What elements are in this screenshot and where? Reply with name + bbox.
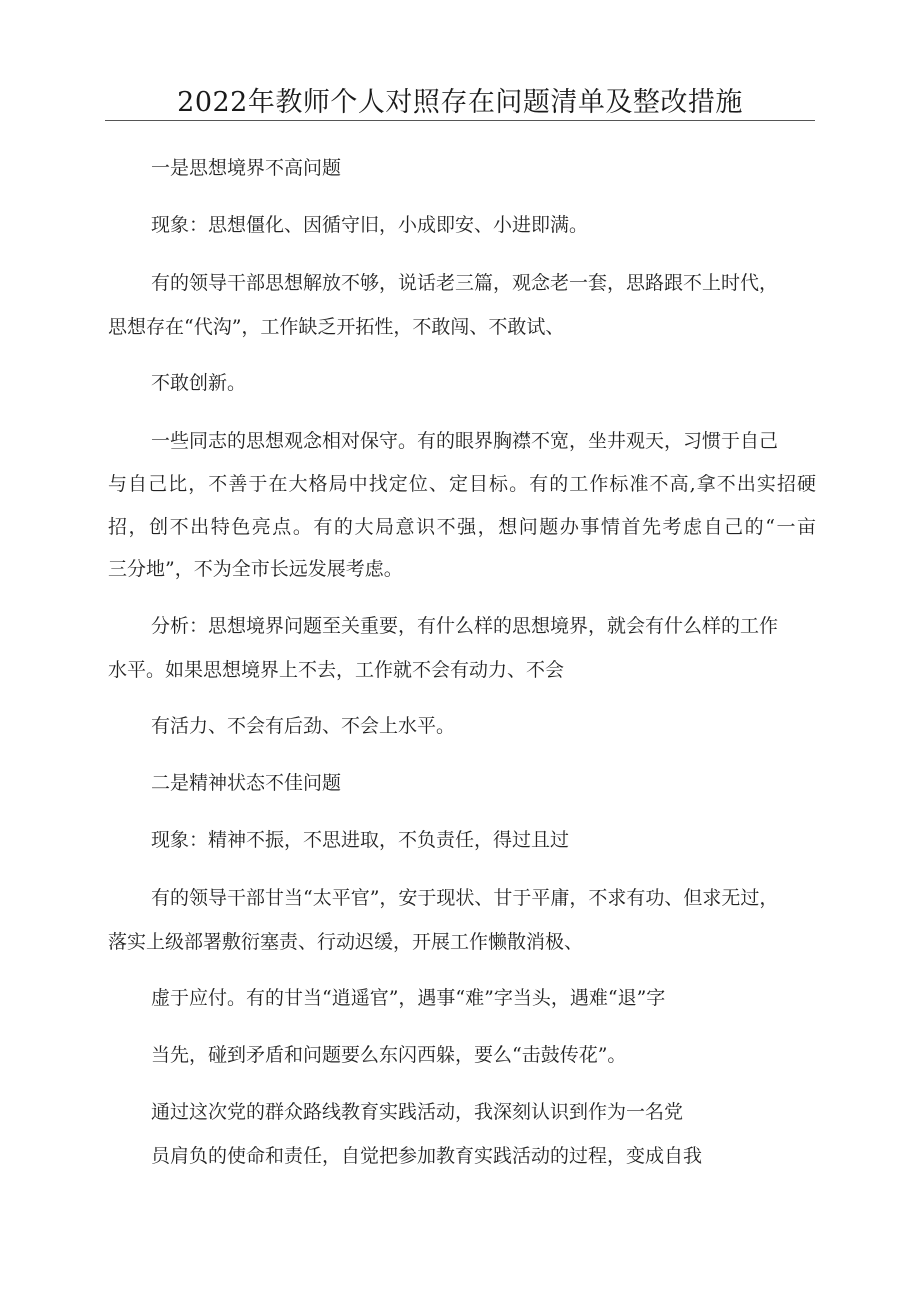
paragraph-line: 思想存在“代沟”，工作缺乏开拓性，不敢闯、不敢试、 [108,316,565,338]
paragraph-line: 与自己比，不善于在大格局中找定位、定目标。有的工作标准不高,拿不出实招硬 [108,473,816,495]
paragraph-line: 员肩负的使命和责任，自觉把参加教育实践活动的过程，变成自我 [151,1145,703,1167]
paragraph-line: 有活力、不会有后劲、不会上水平。 [151,715,456,737]
paragraph-line: 通过这次党的群众路线教育实践活动，我深刻认识到作为一名党 [151,1101,684,1123]
paragraph-line: 三分地”，不为全市长远发展考虑。 [108,558,403,580]
paragraph-line: 当先，碰到矛盾和问题要么东闪西躲，要么“击鼓传花”。 [151,1044,627,1066]
paragraph-line: 分析：思想境界问题至关重要，有什么样的思想境界，就会有什么样的工作 [151,615,779,637]
paragraph-line: 虚于应付。有的甘当“逍遥官”，遇事“难”字当头，遇难“退”字 [151,987,666,1009]
paragraph-line: 有的领导干部甘当“太平官”，安于现状、甘于平庸，不求有功、但求无过， [151,887,779,909]
paragraph-line: 水平。如果思想境界上不去，工作就不会有动力、不会 [108,659,565,681]
paragraph-line: 现象：精神不振，不思进取，不负责任，得过且过 [151,829,570,851]
section-heading-2: 二是精神状态不佳问题 [151,772,342,794]
paragraph-line: 不敢创新。 [151,372,247,394]
paragraph-line: 落实上级部署敷衍塞责、行动迟缓，开展工作懒散消极、 [108,931,584,953]
paragraph-line: 有的领导干部思想解放不够，说话老三篇，观念老一套，思路跟不上时代， [151,272,779,294]
paragraph-line: 现象：思想僵化、因循守旧，小成即安、小进即满。 [151,214,589,236]
paragraph-line: 一些同志的思想观念相对保守。有的眼界胸襟不宽，坐井观天，习惯于自己 [151,430,779,452]
title-underline [105,120,815,121]
paragraph-line: 招，创不出特色亮点。有的大局意识不强，想问题办事情首先考虑自己的“一亩 [108,516,816,538]
section-heading-1: 一是思想境界不高问题 [151,157,342,179]
document-title: 2022年教师个人对照存在问题清单及整改措施 [177,87,743,118]
